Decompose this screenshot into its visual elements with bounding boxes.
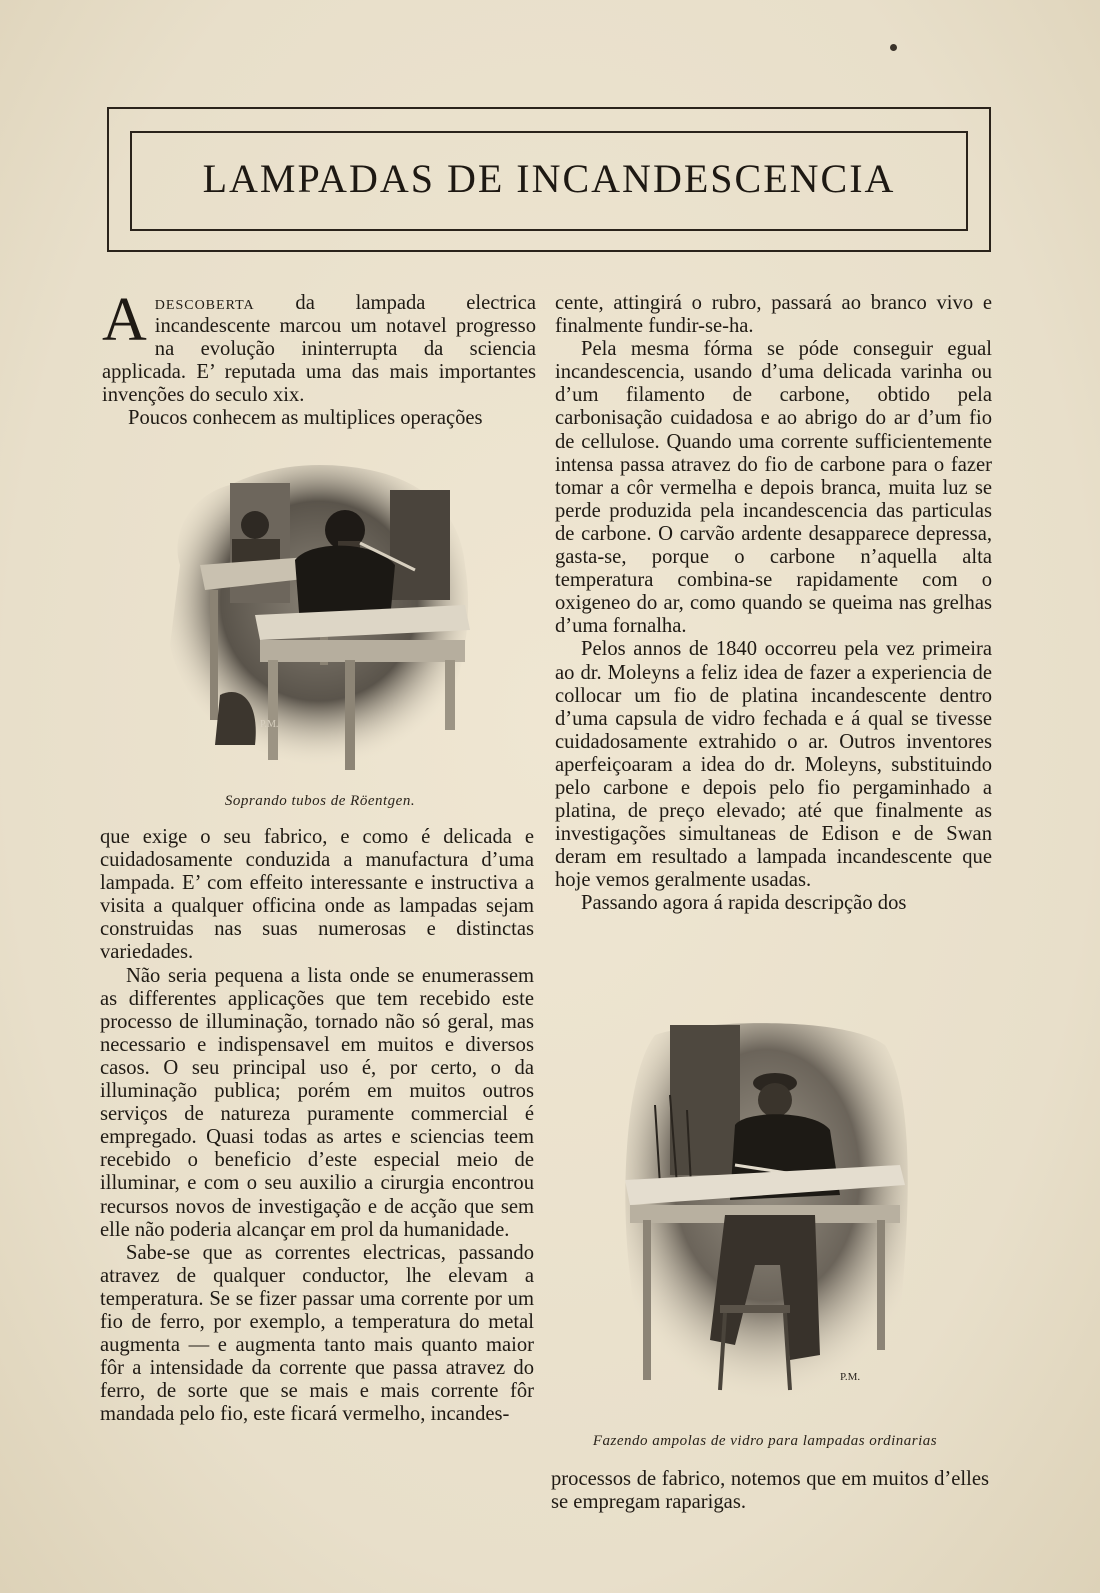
paragraph-2: Poucos conhecem as multiplices operações (128, 407, 483, 430)
intro-paragraph (102, 286, 536, 407)
paragraph-3: que exige o seu fabrico, e como é delicada e cuidadosamente conduzida a manufactura d’uma lampada. E’ com effeito interessante e instructiva a visita a qualquer officina onde as lampadas sejam construidas nas suas numerosas e distinctas variedades. (100, 826, 534, 964)
right-paragraph-2: Pela mesma fórma se póde conseguir egual incandescencia, usando d’uma delicada varinha ou d’um filamento de carbone, obtido pela carbonisação cuidadosa e ao abrigo do ar d’um fio de cellulose. Quando uma corrente sufficientemente intensa passa atravez do fio de carbone para o fazer tomar a côr vermelha e depois branca, muita luz se perde produzida pela incandescencia das particulas de carbone. O carvão ardente desapparece depressa, gasta-se, porque o carbone n’aquella alta temperatura combina-se rapidamente com o oxigeneo do ar, como quando se queima nas grelhas d’uma fornalha. (555, 338, 992, 638)
ink-dot (890, 44, 897, 51)
left-column-bottom (100, 826, 534, 1426)
figure-fazendo-ampolas (615, 1015, 915, 1407)
engraving-bulb-maker (615, 1015, 915, 1407)
engraving-glassblowers (160, 455, 478, 773)
figure-2-caption: Fazendo ampolas de vidro para lampadas ordinarias (592, 1433, 938, 1449)
left-column-top (102, 286, 536, 431)
figure-1-signature: P.M. (260, 719, 279, 730)
right-column-top (555, 292, 992, 916)
figure-2-signature: P.M. (840, 1371, 861, 1383)
paragraph-5: Sabe-se que as correntes electricas, passando atravez de qualquer conductor, lhe elevam a temperatura. Se se fizer passar uma corrente por um fio de ferro, por exemplo, a temperatura do metal augmenta — e augmenta tanto mais quanto maior fôr a intensidade da corrente que passa atravez do ferro, de sorte que se mais e mais corrente fôr mandada pelo fio, este ficará vermelho, incandes- (100, 1241, 534, 1426)
intro-smallcaps: descoberta (154, 292, 255, 314)
intro-text: da lampada electrica incandescente marcou um notavel progresso na evolução ininterrupta da sciencia applicada. E’ reputada uma das mais importantes invenções do seculo xix. (102, 292, 536, 407)
right-column-bottom (551, 1468, 989, 1514)
page-title: LAMPADAS DE INCANDESCENCIA (202, 156, 896, 201)
figure-soprando-tubos (160, 455, 478, 773)
right-paragraph-5: processos de fabrico, notemos que em muitos d’elles se empregam raparigas. (551, 1468, 989, 1514)
figure-1-caption: Soprando tubos de Röentgen. (224, 793, 416, 809)
right-paragraph-1: cente, attingirá o rubro, passará ao branco vivo e finalmente fundir-se-ha. (555, 292, 992, 338)
drop-cap: A (102, 286, 147, 354)
paragraph-4: Não seria pequena a lista onde se enumerassem as differentes applicações que tem recebido este processo de illuminação, tornado não só geral, mas necessario e indispensavel em muitos e diversos casos. O seu principal uso é, por certo, o da illuminação publica; porém em muitos outros serviços de natureza puramente commercial é empregado. Quasi todas as artes e sciencias teem recebido o beneficio d’este especial meio de illuminar, e com o seu auxilio a cirurgia encontrou recursos novos de investigação e de acção que sem elle não poderia alcançar em prol da humanidade. (100, 964, 534, 1241)
right-paragraph-4: Passando agora á rapida descripção dos (581, 892, 907, 915)
right-paragraph-3: Pelos annos de 1840 occorreu pela vez primeira ao dr. Moleyns a feliz idea de fazer a experiencia de collocar um fio de platina incandescente dentro d’uma capsula de vidro fechada e á qual se tivesse cuidadosamente extrahido o ar. Outros inventores aperfeiçoaram a idea do dr. Moleyns, substituindo pelo carbone e depois pelo fio pergaminhado a platina, de preço elevado; até que finalmente as investigações simultaneas de Edison e de Swan deram em resultado a lampada incandescente que hoje vemos geralmente usadas. (555, 638, 992, 892)
